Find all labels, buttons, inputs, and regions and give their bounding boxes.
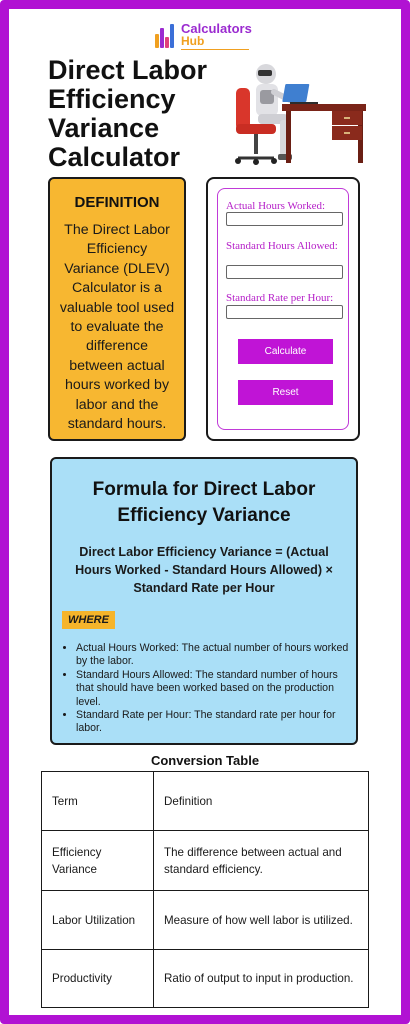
calculate-button[interactable]: Calculate	[238, 339, 333, 364]
actual-hours-label: Actual Hours Worked:	[226, 200, 326, 212]
logo-bars-icon	[155, 22, 177, 48]
table-cell-definition: Ratio of output to input in production.	[154, 950, 369, 1008]
formula-heading: Formula for Direct Labor Efficiency Variance	[92, 479, 316, 526]
where-badge: WHERE	[62, 611, 115, 629]
calculator-card	[206, 177, 360, 441]
conversion-table-title: Conversion Table	[150, 753, 260, 768]
standard-rate-input[interactable]	[226, 305, 343, 319]
table-row	[42, 772, 369, 831]
brand-logo[interactable]	[155, 22, 252, 48]
robot-at-desk-illustration	[228, 58, 368, 170]
table-cell-definition: Measure of how well labor is utilized.	[154, 891, 369, 950]
table-row	[42, 891, 369, 950]
calculator-form	[217, 188, 349, 430]
table-cell-definition: The difference between actual and standard efficiency.	[154, 831, 369, 891]
list-item: • Standard Rate per Hour: The standard rate per hour for labor.	[76, 709, 358, 736]
variable-list	[62, 642, 358, 736]
standard-hours-label: Standard Hours Allowed:	[226, 240, 338, 252]
table-cell-term: Productivity	[42, 950, 154, 1008]
standard-hours-input[interactable]	[226, 265, 343, 279]
table-header-definition: Definition	[154, 772, 369, 831]
actual-hours-input[interactable]	[226, 212, 343, 226]
table-header-term: Term	[42, 772, 154, 831]
page-title: Direct Labor Efficiency Variance Calculator	[48, 55, 208, 172]
standard-rate-label: Standard Rate per Hour:	[226, 292, 334, 304]
definition-heading: DEFINITION	[74, 194, 160, 211]
reset-button[interactable]: Reset	[238, 380, 333, 405]
table-row	[42, 831, 369, 891]
table-row	[42, 950, 369, 1008]
brand-name-line1: Calculators	[181, 21, 252, 36]
logo-underline	[181, 49, 249, 50]
formula-card	[50, 457, 358, 745]
list-item: • Standard Hours Allowed: The standard number of hours that should have been worked based on the production level.	[76, 669, 358, 709]
list-item: • Actual Hours Worked: The actual number of hours worked by the labor.	[76, 642, 358, 669]
formula-expression: Direct Labor Efficiency Variance = (Actual Hours Worked - Standard Hours Allowed) × Standard Rate per Hour	[75, 545, 333, 595]
table-cell-term: Labor Utilization	[42, 891, 154, 950]
brand-name-line2: Hub	[181, 34, 205, 48]
table-cell-term: Efficiency Variance	[42, 831, 154, 891]
conversion-table	[41, 771, 369, 1008]
definition-card	[48, 177, 186, 441]
definition-text: The Direct Labor Efficiency Variance (DLEV) Calculator is a valuable tool used to evaluate the difference between actual hours worked by labor and the standard hours.	[59, 222, 175, 433]
